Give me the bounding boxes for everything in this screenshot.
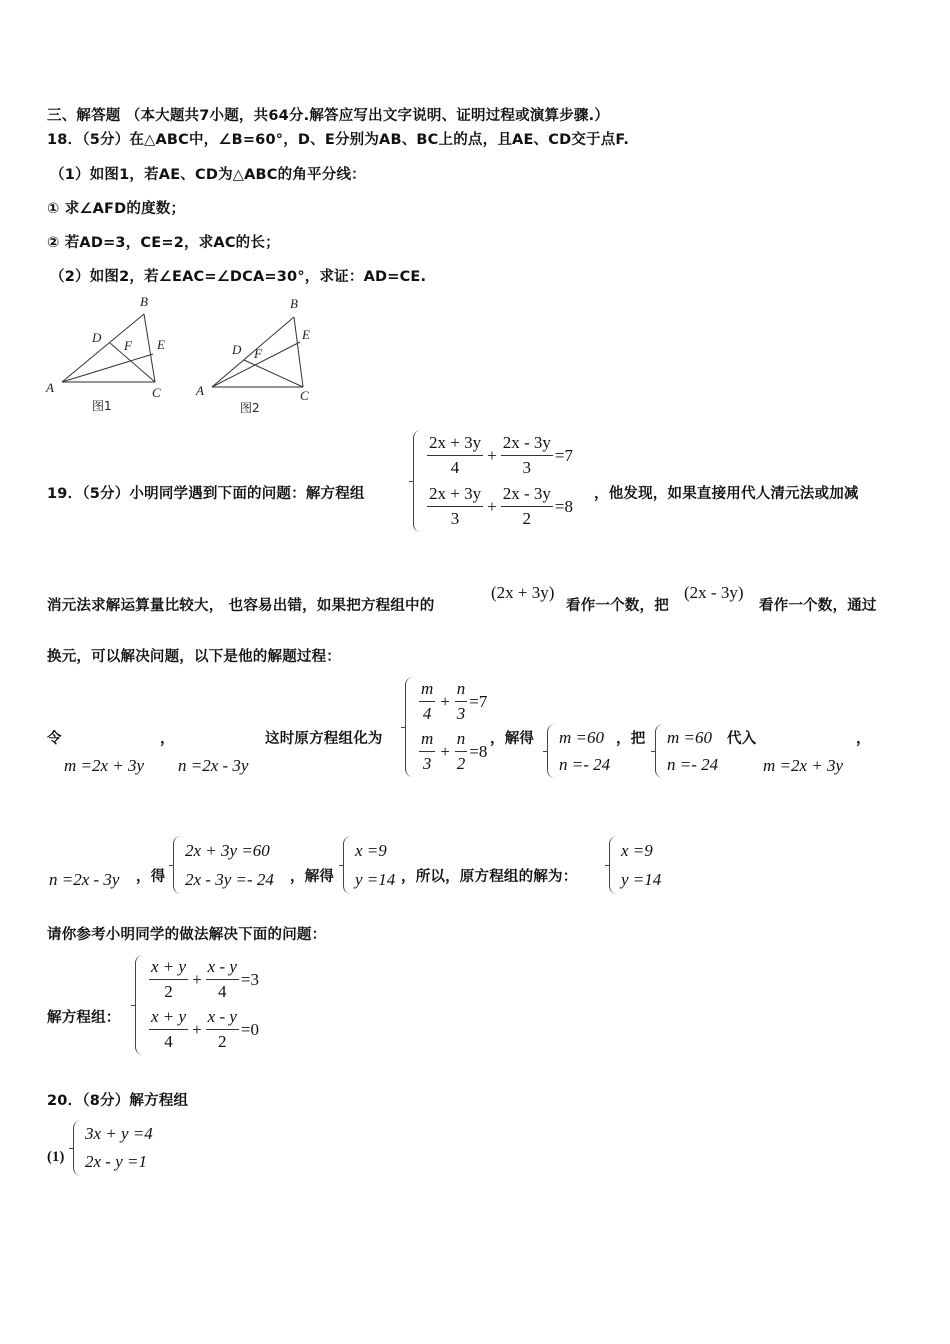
q19-lead: 19．（5分）小明同学遇到下面的问题：解方程组 (47, 486, 365, 502)
left-brace-icon (609, 836, 617, 894)
q20-part1-label: (1) (47, 1149, 65, 1165)
label-b: B (140, 294, 148, 309)
svg-text:F: F (124, 338, 132, 353)
task-label: 解方程组： (47, 1010, 121, 1026)
svg-text:E: E (157, 337, 165, 352)
xy-system: 2x + 3y =60 2x - 3y =- 24 (173, 836, 274, 894)
expr-2x-plus-3y: (2x + 3y) (491, 583, 555, 602)
q18-sub1: ① 求∠AFD的度数； (47, 201, 186, 217)
left-brace-icon (343, 836, 351, 894)
figure-2-caption: 图2 (240, 401, 260, 415)
sub-n-expr: n =2x - 3y (49, 870, 120, 889)
svg-text:A: A (196, 383, 204, 398)
final-solution-system: x =9 y =14 (609, 836, 661, 894)
comma: ， (160, 731, 175, 747)
xy-solution-system: x =9 y =14 (343, 836, 395, 894)
system-row: $\frac{2x + 3y}{4}$ + $\frac{2x - 3y}{3}$ =7 (429, 432, 573, 477)
q20-system: 3x + y =4 2x - y =1 (73, 1120, 153, 1176)
label-a: A (46, 380, 54, 395)
system-row: $\frac{2x + 3y}{3}$ + $\frac{2x - 3y}{2}$ =8 (429, 483, 573, 528)
left-brace-icon (547, 724, 555, 778)
left-brace-icon (135, 955, 143, 1055)
left-brace-icon (405, 677, 413, 777)
system-row: $\frac{m}{3}$ + $\frac{n}{2}$ =8 (421, 729, 488, 773)
q19-line2-a: 消元法求解运算量比较大， 也容易出错，如果把方程组中的 (47, 598, 435, 614)
get-word: ，得 (136, 869, 166, 885)
q18-stem: 18．（5分）在△ABC中，∠B=60°，D、E分别为AB、BC上的点，且AE、CD交于点F. (47, 132, 630, 148)
svg-text:D: D (232, 342, 242, 357)
figure-1-triangle-diagram (44, 292, 174, 417)
q19-original-system (413, 430, 573, 532)
section-heading: 三、解答题 （本大题共7小题，共64分.解答应写出文字说明、证明过程或演算步骤.） (47, 108, 610, 124)
q19-after-system: ，他发现，如果直接用代人清元法或加减 (594, 486, 859, 502)
q18-sub2: ② 若AD=3，CE=2，求AC的长； (47, 235, 280, 251)
svg-text:D: D (92, 330, 102, 345)
solve-word-2: ，解得 (290, 869, 335, 885)
system-row: $\frac{x + y}{2}$ + $\frac{x - y}{4}$ =3 (151, 957, 260, 1001)
conclusion: ，所以，原方程组的解为： (401, 869, 578, 885)
put-word: ，把 (616, 731, 646, 747)
q19-transformed-system (405, 677, 487, 777)
q19-line2-c: 看作一个数，通过 (759, 598, 877, 614)
figure-1-caption: 图1 (92, 399, 112, 413)
q19-line3: 换元，可以解决问题，以下是他的解题过程： (47, 649, 341, 665)
transformed-label: 这时原方程组化为 (265, 731, 383, 747)
q19-line2-b: 看作一个数，把 (566, 598, 669, 614)
q18-part2: （2）如图2，若∠EAC=∠DCA=30°，求证：AD=CE. (50, 269, 427, 285)
q20-stem: 20．（8分）解方程组 (47, 1093, 189, 1109)
left-brace-icon (655, 724, 663, 778)
sub-m-expr: m =2x + 3y (763, 756, 844, 775)
trailing-comma: ， (856, 731, 871, 747)
mn-solution-system-2: m =60 n =- 24 (655, 724, 718, 778)
expr-2x-minus-3y: (2x - 3y) (684, 583, 744, 602)
system-row: $\frac{x + y}{4}$ + $\frac{x - y}{2}$ =0 (151, 1007, 260, 1051)
svg-text:C: C (300, 388, 309, 403)
solve-word: ，解得 (490, 731, 535, 747)
svg-text:B: B (290, 296, 298, 311)
left-brace-icon (173, 836, 181, 894)
left-brace-icon (73, 1120, 81, 1176)
q18-part1: （1）如图1，若AE、CD为△ABC的角平分线： (50, 167, 366, 183)
let-n-expr: n =2x - 3y (178, 756, 249, 775)
svg-text:E: E (302, 327, 310, 342)
let-m-expr: m =2x + 3y (64, 756, 145, 775)
mn-solution-system: m =60 n =- 24 (547, 724, 610, 778)
let-word: 令 (47, 731, 62, 747)
svg-text:C: C (152, 385, 161, 400)
task-system (135, 955, 259, 1055)
svg-text:F: F (254, 346, 262, 361)
task-prompt: 请你参考小明同学的做法解决下面的问题： (47, 927, 327, 943)
figure-2-triangle-diagram (194, 292, 324, 417)
left-brace-icon (413, 430, 421, 532)
system-row: $\frac{m}{4}$ + $\frac{n}{3}$ =7 (421, 679, 488, 723)
substitute-word: 代入 (727, 731, 757, 747)
